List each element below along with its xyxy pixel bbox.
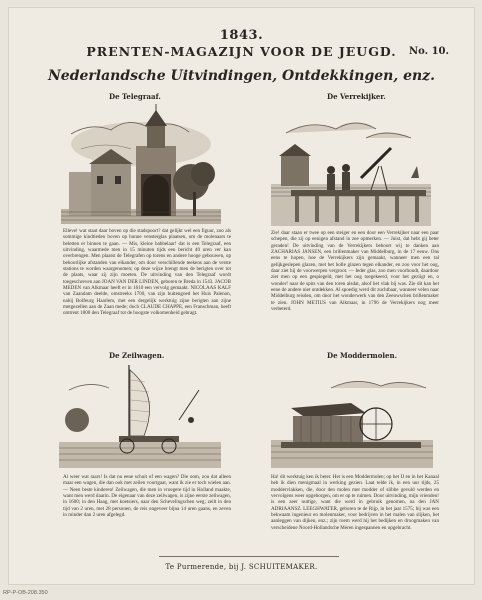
panel-text-verrekijker: Zie! daar staan er twee op een steiger en een door een Verrekijker naar een paar schepen, die zij op eenigen afstand in zee opmerken. — Juist, dat hebt gij beter geraden! De uitvinding van de Verrekijkers behoort wij te danken aan ZACHARIAS JANSEN, een brillenmaker van Middelburg, in de 17 eeuw. Ons eens te hopen, hoe de Verrekijkers zijn gemaakt, wanneer men een tal gelijkgeslepen glazen, met het holle glazen tegen elkander, en zoo voor het oog, daar ziet hij de voorwerpen vergroot. — Ieder glas, zoo men voorhoudt, daardoor ziet men op een gespiegeld, met het oog toegekeerd, voor het geziigt en, o wonder! naar de spits van den toren alsdat, alsof het vlak bij was. Zie dit kan het eene de andere niet ontdekken. Al spoedig werd dit zuchtbaar, wanneer velen naar Middelburg reisden, om door het wonderwerk van den Zeeuwschen brillenmaker te zien. JOHN METIUS van Alkmaar, in 1796 de Verrekijkers nog meer verbeterd. <box>271 230 439 313</box>
panel-title-zeilwagen: De Zeilwagen. <box>109 351 165 360</box>
publisher-imprint: Te Purmerende, bij J. SCHUITEMAKER. <box>165 563 318 571</box>
series-subtitle: Nederlandsche Uitvindingen, Ontdekkingen, enz. <box>47 68 435 84</box>
print-sheet <box>9 8 474 584</box>
issue-number: No. 10. <box>409 46 449 57</box>
footer-divider <box>159 556 339 557</box>
inventory-number: RP-P-OB-208.350 <box>3 590 48 596</box>
panel-text-telegraaf: Elleve! wat staat daar boven op die stadspoort? dat gelijkt wel een figuur, zoo als sommige kindtieden boven op hunne vensterglas plaatsen, om de molenaars te beletten er binnen te gaan. — Mis, kleine babbelaar! dat is een Telegraaf, een uitvinding, waarmede men in 15 minuten tijds een bericht 40 uren ver kan overbrengen. Men plaatst de Telegrafen op torens en andere hooge gebouwen, op behoorlijke afstanden van elkander, om door verschillende teekens aan de verste stations te worden waargenomen; op deze wijze brengt men de berigten over tot de plaats, waar zij zijn moeten. De uitvinding van den Telegraaf wordt toegeschreven aan JOAN VAN DER LINDEN, geboren te Breda in 1543. JACOB MEDEN van Alkmaar heeft er in 1610 een vervolg gemaakt. NICOLAAS KALF van Zaandam deelde, omstreeks 1700, van zijn buitengoed het Huis Palenon, nabij Bolfeurg Haarlem, met een dergelijk werktuig zijne berigten aan zijne metgezellen aan de Zaan mede; doch CLAUDE CHAPPE, een Franschman, heeft omtrent 1800 den Telegraaf tot de hoogste volkomenheid gebragt. <box>63 228 231 317</box>
sailing-cart-illustration <box>59 360 221 468</box>
telegraph-illustration <box>61 104 221 224</box>
masthead-title: PRENTEN-MAGAZIJN VOOR DE JEUGD. <box>86 44 397 59</box>
panel-text-moddermolen: Ha! dit werktuig ken ik beter. Het is een Moddermolen; op het IJ en in het Kanaal heb ik dien menigmaal in werking gezien. Laat telde ik, in een uur tijds, 25 moddervlakken, die, door den molen met modder of slibbe gevuld werden en vervolgens weer opgeborgen, om er op te ruimen. Door uitvinding, mijn vrienden! is een zeer nuttige, want die werd in gebruik genomen, na den JAN ADRIAANSZ. LEEGHWATER, geboren te de Rijp, in het jaar 1575; hij was een bekwaam ingenieur en molenmaker, voor bedrijven in het malen van slijken, het aanleggen van dijken, enz.; zijn roem werd hij het bedijken en droogmaken van verscheidene Noord-Hollandsche Meren ingespannen en opgebracht. <box>271 474 439 531</box>
panel-title-verrekijker: De Verrekijker. <box>327 92 386 101</box>
telescope-illustration <box>271 108 431 226</box>
dredging-mill-illustration <box>271 368 433 468</box>
panel-title-moddermolen: De Moddermolen. <box>327 351 398 360</box>
panel-text-zeilwagen: Al weer wat raars! Is dat nu eene schuit of een wagen? Die oom, zou dat alleen maar een wagen, die dan ook met zeilen voortgaat, want ik zie er toch wielen aan. — Neen beste kinderen! Zeilwagen, die men in vroegere tijd in Holland maakte, want men werd daarin. De eigenaar van deze zeilwagen, is zijne eerste zeilwagen, in 1600; in den Haag, met koetsiers, naar den Schevelingschen weg; zeilt in den tijd van 2 uren, met 28 personen, de reis ongeveer bijna 14 uren gaans, en zeven in minder dan 2 uren afgelegd. <box>63 474 231 519</box>
panel-title-telegraaf: De Telegraaf. <box>109 92 161 101</box>
year-heading: 1843. <box>219 28 264 43</box>
